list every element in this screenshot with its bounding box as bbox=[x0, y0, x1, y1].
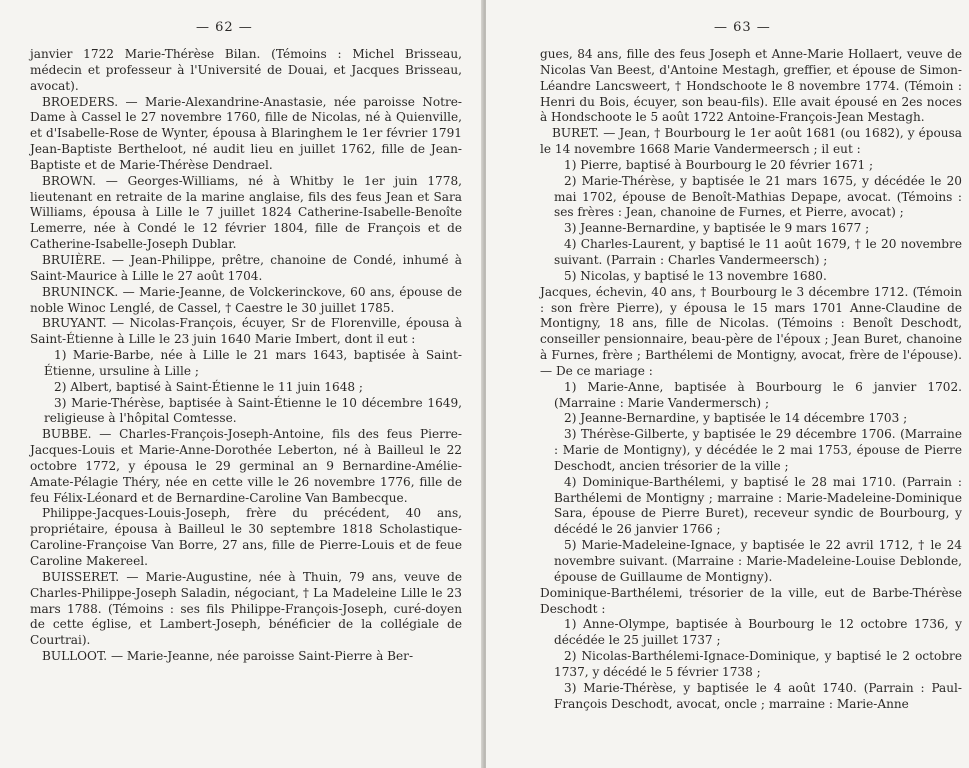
child-item: 3) Jeanne-Bernardine, y baptisée le 9 mars 1677 ; bbox=[564, 221, 870, 236]
paragraph: Philippe-Jacques-Louis-Joseph, frère du précédent, 40 ans, propriétaire, épousa à Bailleul le 30 septembre 1818 Scholastique-Caroline-Françoise Van Borre, 27 ans, fille de Pierre-Louis et de feue Caroline Makereel. bbox=[30, 506, 462, 568]
left-page bbox=[0, 0, 484, 768]
entry-bulloot: BULLOOT. — Marie-Jeanne, née paroisse Saint-Pierre à Ber- bbox=[42, 649, 414, 664]
child-item: 2) Marie-Thérèse, y baptisée le 21 mars 1675, y décédée le 20 mai 1702, épouse de Benoît-Mathias Depape, avocat. (Témoins : ses frères : Jean, chanoine de Furnes, et Pierre, avocat) ; bbox=[554, 173, 962, 220]
page-number: — 63 — bbox=[714, 20, 771, 35]
paragraph: gues, 84 ans, fille des feus Joseph et Anne-Marie Hollaert, veuve de Nicolas Van Beest, d'Antoine Mestagh, greffier, et épouse de Simon-Léandre Lancsweert, † Hondschoote le 8 novembre 1774. (Témoin : Henri du Bois, écuyer, son beau-fils). Elle avait épousé en 2es noces à Hondschoote le 5 août 1722 Antoine-François-Jean Mestagh. bbox=[540, 47, 962, 125]
entry-buisseret: BUISSERET. — Marie-Augustine, née à Thuin, 79 ans, veuve de Charles-Philippe-Joseph Saladin, négociant, † La Madeleine Lille le 23 mars 1788. (Témoins : ses fils Philippe-François-Joseph, curé-doyen de cette église, et Lambert-Joseph, bénéficier de la collégiale de Courtrai). bbox=[30, 569, 462, 648]
child-item: 3) Marie-Thérèse, y baptisée le 4 août 1740. (Parrain : Paul-François Deschodt, avocat, oncle ; marraine : Marie-Anne bbox=[554, 680, 962, 711]
child-item: 1) Anne-Olympe, baptisée à Bourbourg le 12 octobre 1736, y décédée le 25 juillet 1737 ; bbox=[554, 617, 962, 648]
entry-buret: BURET. — Jean, † Bourbourg le 1er août 1681 (ou 1682), y épousa le 14 novembre 1668 Marie Vandermeersch ; il eut : bbox=[540, 126, 962, 157]
child-item: 4) Charles-Laurent, y baptisé le 11 août 1679, † le 20 novembre suivant. (Parrain : Charles Vandermeersch) ; bbox=[554, 237, 962, 267]
page-number: — 62 — bbox=[196, 20, 253, 35]
child-item: 2) Albert, baptisé à Saint-Étienne le 11 juin 1648 ; bbox=[54, 379, 363, 394]
child-item: 2) Jeanne-Bernardine, y baptisée le 14 décembre 1703 ; bbox=[564, 411, 908, 426]
child-item: 1) Pierre, baptisé à Bourbourg le 20 février 1671 ; bbox=[564, 157, 874, 172]
child-item: 5) Marie-Madeleine-Ignace, y baptisée le 22 avril 1712, † le 24 novembre suivant. (Marraine : Marie-Madeleine-Louise Deblonde, épouse de Guillaume de Montigny). bbox=[554, 538, 962, 584]
entry-bubbe: BUBBE. — Charles-François-Joseph-Antoine, fils des feus Pierre-Jacques-Louis et Marie-Anne-Dorothée Leberton, né à Bailleul le 22 octobre 1772, y épousa le 29 germinal an 9 Bernardine-Amélie-Amate-Pélagie Théry, née en cette ville le 26 novembre 1776, fille de feu Félix-Léonard et de Bernardine-Caroline Van Bambecque. bbox=[30, 427, 462, 505]
child-item: 1) Marie-Barbe, née à Lille le 21 mars 1643, baptisée à Saint-Étienne, ursuline à Lille ; bbox=[44, 348, 462, 378]
entry-bruninck: BRUNINCK. — Marie-Jeanne, de Volckerinckove, 60 ans, épouse de noble Winoc Lenglé, de Cassel, † Caestre le 30 juillet 1785. bbox=[30, 284, 462, 315]
entry-bruyant: BRUYANT. — Nicolas-François, écuyer, Sr de Florenville, épousa à Saint-Étienne à Lille le 23 juin 1640 Marie Imbert, dont il eut : bbox=[30, 316, 462, 347]
right-page bbox=[486, 0, 969, 768]
child-item: 4) Dominique-Barthélemi, y baptisé le 28 mai 1710. (Parrain : Barthélemi de Montigny ; marraine : Marie-Madeleine-Dominique Sara, épouse de Pierre Buret), receveur syndic de Bourbourg, y décédé le 26 janvier 1766 ; bbox=[554, 474, 962, 537]
entry-bruiere: BRUIÈRE. — Jean-Philippe, prêtre, chanoine de Condé, inhumé à Saint-Maurice à Lille le 27 août 1704. bbox=[30, 252, 462, 283]
child-item: 3) Thérèse-Gilberte, y baptisée le 29 décembre 1706. (Marraine : Marie de Montigny), y décédée le 2 mai 1753, épouse de Pierre Deschodt, ancien trésorier de la ville ; bbox=[554, 427, 962, 473]
entry-brown: BROWN. — Georges-Williams, né à Whitby le 1er juin 1778, lieutenant en retraite de la marine anglaise, fils des feus Jean et Sara Williams, épousa à Lille le 7 juillet 1824 Catherine-Isabelle-Benoîte Lemerre, née à Condé le 12 février 1804, fille de François et de Catherine-Isabelle-Joseph Dublar. bbox=[30, 173, 462, 252]
paragraph: Jacques, échevin, 40 ans, † Bourbourg le 3 décembre 1712. (Témoin : son frère Pierre), y épousa le 15 mars 1701 Anne-Claudine de Montigny, 18 ans, fille de Nicolas. (Témoins : Benoît Deschodt, conseiller pensionnaire, beau-père de l'époux ; Jean Buret, chanoine à Furnes, frère ; Barthélemi de Montigny, avocat, frère de l'épouse). — De ce mariage : bbox=[540, 284, 962, 378]
entry-broeders: BROEDERS. — Marie-Alexandrine-Anastasie, née paroisse Notre-Dame à Cassel le 27 novembre 1760, fille de Nicolas, né à Quienville, et d'Isabelle-Rose de Wynter, épousa à Blaringhem le 1er février 1791 Jean-Baptiste Bertheloot, né audit lieu en juillet 1762, fille de Jean-Baptiste et de Marie-Thérèse Dendrael. bbox=[30, 94, 462, 172]
child-item: 2) Nicolas-Barthélemi-Ignace-Dominique, y baptisé le 2 octobre 1737, y décédé le 5 février 1738 ; bbox=[554, 649, 962, 679]
child-item: 1) Marie-Anne, baptisée à Bourbourg le 6 janvier 1702. (Marraine : Marie Vandermersch) ; bbox=[554, 379, 962, 410]
paragraph: janvier 1722 Marie-Thérèse Bilan. (Témoins : Michel Brisseau, médecin et professeur à l'Université de Douai, et Jacques Brisseau, avocat). bbox=[30, 47, 462, 93]
child-item: 5) Nicolas, y baptisé le 13 novembre 1680. bbox=[564, 268, 827, 283]
page-text bbox=[540, 47, 962, 712]
paragraph: Dominique-Barthélemi, trésorier de la ville, eut de Barbe-Thérèse Deschodt : bbox=[540, 585, 962, 616]
child-item: 3) Marie-Thérèse, baptisée à Saint-Étienne le 10 décembre 1649, religieuse à l'hôpital Comtesse. bbox=[44, 395, 462, 426]
page-text bbox=[30, 47, 462, 665]
